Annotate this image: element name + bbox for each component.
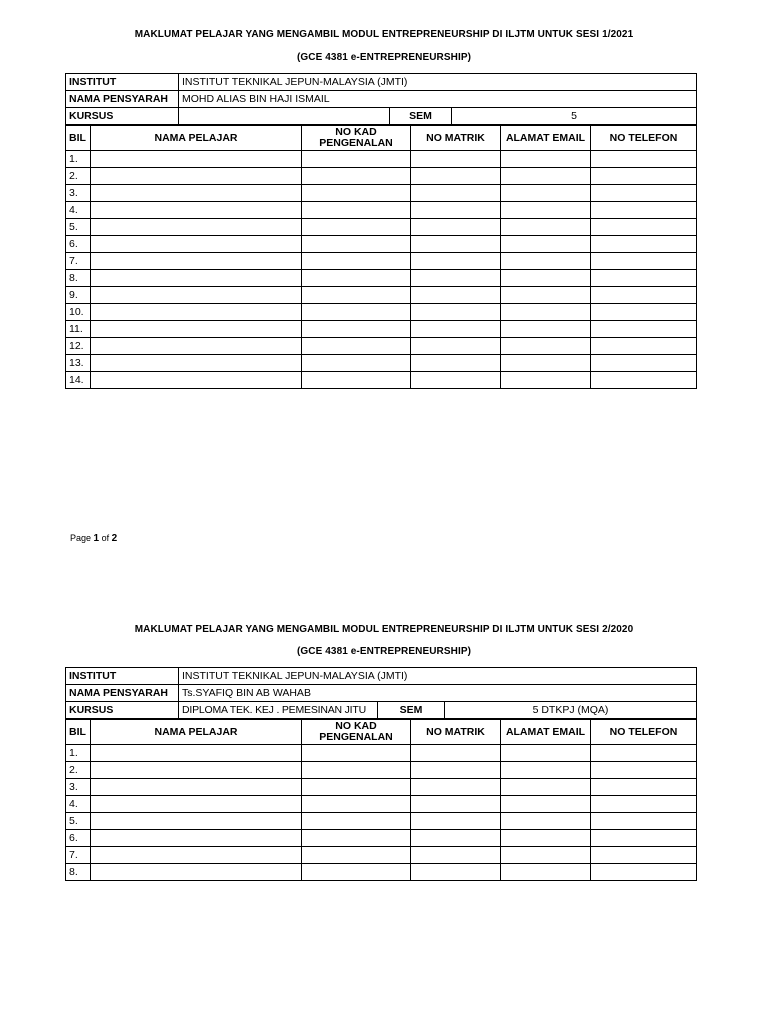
bil-cell: 3.	[66, 779, 91, 796]
no-matrik-cell	[411, 168, 501, 185]
table-row	[66, 219, 697, 236]
no-kad-cell	[302, 185, 411, 202]
no-kad-cell	[302, 355, 411, 372]
alamat-email-cell	[501, 185, 591, 202]
col-no-matrik: NO MATRIK	[411, 720, 501, 745]
no-matrik-cell	[411, 762, 501, 779]
bil-cell: 2.	[66, 168, 91, 185]
col-bil: BIL	[66, 126, 91, 151]
no-kad-cell	[302, 830, 411, 847]
col-bil: BIL	[66, 720, 91, 745]
alamat-email-cell	[501, 304, 591, 321]
no-kad-cell	[302, 219, 411, 236]
page1-title: MAKLUMAT PELAJAR YANG MENGAMBIL MODUL ENTREPRENEURSHIP DI ILJTM UNTUK SESI 1/2021	[134, 29, 634, 40]
nama-pelajar-cell	[91, 830, 302, 847]
bil-cell: 11.	[66, 321, 91, 338]
sem-value: 5 DTKPJ (MQA)	[445, 702, 697, 719]
nama-pelajar-cell	[91, 847, 302, 864]
no-telefon-cell	[591, 796, 697, 813]
alamat-email-cell	[501, 745, 591, 762]
no-matrik-cell	[411, 304, 501, 321]
no-telefon-cell	[591, 813, 697, 830]
table-header-row	[66, 720, 697, 745]
alamat-email-cell	[501, 219, 591, 236]
no-telefon-cell	[591, 762, 697, 779]
nama-pelajar-cell	[91, 304, 302, 321]
no-matrik-cell	[411, 796, 501, 813]
no-matrik-cell	[411, 830, 501, 847]
table-row	[66, 185, 697, 202]
alamat-email-cell	[501, 847, 591, 864]
page1-student-table	[65, 125, 697, 389]
bil-cell: 7.	[66, 847, 91, 864]
no-matrik-cell	[411, 745, 501, 762]
table-row	[66, 864, 697, 881]
no-telefon-cell	[591, 202, 697, 219]
no-telefon-cell	[591, 219, 697, 236]
no-telefon-cell	[591, 372, 697, 389]
no-matrik-cell	[411, 338, 501, 355]
nama-pelajar-cell	[91, 864, 302, 881]
kursus-value: DIPLOMA TEK. KEJ . PEMESINAN JITU	[179, 702, 378, 719]
no-kad-cell	[302, 813, 411, 830]
no-kad-cell	[302, 745, 411, 762]
no-kad-cell	[302, 762, 411, 779]
alamat-email-cell	[501, 168, 591, 185]
table-row	[66, 253, 697, 270]
no-kad-cell	[302, 287, 411, 304]
nama-pelajar-cell	[91, 813, 302, 830]
bil-cell: 9.	[66, 287, 91, 304]
pensyarah-label: NAMA PENSYARAH	[66, 91, 179, 108]
no-matrik-cell	[411, 372, 501, 389]
no-telefon-cell	[591, 338, 697, 355]
no-kad-cell	[302, 864, 411, 881]
institut-label: INSTITUT	[66, 668, 179, 685]
no-matrik-cell	[411, 236, 501, 253]
no-matrik-cell	[411, 321, 501, 338]
nama-pelajar-cell	[91, 338, 302, 355]
nama-pelajar-cell	[91, 745, 302, 762]
bil-cell: 4.	[66, 202, 91, 219]
no-telefon-cell	[591, 270, 697, 287]
bil-cell: 3.	[66, 185, 91, 202]
sem-label: SEM	[378, 702, 445, 719]
page2-info-table	[65, 667, 697, 719]
nama-pelajar-cell	[91, 796, 302, 813]
col-no-telefon: NO TELEFON	[591, 126, 697, 151]
no-kad-cell	[302, 202, 411, 219]
nama-pelajar-cell	[91, 151, 302, 168]
no-kad-cell	[302, 236, 411, 253]
bil-cell: 7.	[66, 253, 91, 270]
institut-label: INSTITUT	[66, 74, 179, 91]
no-kad-cell	[302, 847, 411, 864]
bil-cell: 8.	[66, 864, 91, 881]
bil-cell: 12.	[66, 338, 91, 355]
col-alamat-email: ALAMAT EMAIL	[501, 720, 591, 745]
kursus-value	[179, 108, 390, 125]
col-no-kad: NO KAD PENGENALAN	[302, 126, 411, 151]
page-footer-of: of	[101, 533, 110, 543]
alamat-email-cell	[501, 779, 591, 796]
bil-cell: 5.	[66, 813, 91, 830]
no-telefon-cell	[591, 355, 697, 372]
bil-cell: 2.	[66, 762, 91, 779]
page2-title: MAKLUMAT PELAJAR YANG MENGAMBIL MODUL ENTREPRENEURSHIP DI ILJTM UNTUK SESI 2/2020	[134, 624, 634, 635]
table-row	[66, 338, 697, 355]
page-footer-prefix: Page	[70, 533, 92, 543]
bil-cell: 14.	[66, 372, 91, 389]
no-telefon-cell	[591, 830, 697, 847]
no-telefon-cell	[591, 779, 697, 796]
no-telefon-cell	[591, 185, 697, 202]
alamat-email-cell	[501, 287, 591, 304]
col-nama-pelajar: NAMA PELAJAR	[91, 720, 302, 745]
institut-value: INSTITUT TEKNIKAL JEPUN-MALAYSIA (JMTI)	[179, 74, 697, 91]
bil-cell: 5.	[66, 219, 91, 236]
alamat-email-cell	[501, 355, 591, 372]
sem-label: SEM	[390, 108, 452, 125]
bil-cell: 13.	[66, 355, 91, 372]
nama-pelajar-cell	[91, 168, 302, 185]
nama-pelajar-cell	[91, 185, 302, 202]
alamat-email-cell	[501, 321, 591, 338]
bil-cell: 6.	[66, 830, 91, 847]
no-kad-cell	[302, 338, 411, 355]
no-kad-cell	[302, 796, 411, 813]
nama-pelajar-cell	[91, 219, 302, 236]
nama-pelajar-cell	[91, 372, 302, 389]
nama-pelajar-cell	[91, 253, 302, 270]
no-kad-cell	[302, 270, 411, 287]
bil-cell: 4.	[66, 796, 91, 813]
col-alamat-email: ALAMAT EMAIL	[501, 126, 591, 151]
pensyarah-label: NAMA PENSYARAH	[66, 685, 179, 702]
col-no-telefon: NO TELEFON	[591, 720, 697, 745]
alamat-email-cell	[501, 796, 591, 813]
alamat-email-cell	[501, 864, 591, 881]
table-row	[66, 762, 697, 779]
no-matrik-cell	[411, 202, 501, 219]
table-row	[66, 168, 697, 185]
table-row	[66, 372, 697, 389]
no-matrik-cell	[411, 151, 501, 168]
page1-info-table	[65, 73, 697, 125]
table-row	[66, 287, 697, 304]
page-footer	[70, 533, 117, 544]
sem-value: 5	[452, 108, 697, 125]
no-matrik-cell	[411, 270, 501, 287]
table-row	[66, 321, 697, 338]
table-row	[66, 830, 697, 847]
table-header-row	[66, 126, 697, 151]
no-telefon-cell	[591, 847, 697, 864]
no-telefon-cell	[591, 864, 697, 881]
no-kad-cell	[302, 321, 411, 338]
no-matrik-cell	[411, 864, 501, 881]
nama-pelajar-cell	[91, 236, 302, 253]
table-row	[66, 779, 697, 796]
bil-cell: 8.	[66, 270, 91, 287]
bil-cell: 10.	[66, 304, 91, 321]
col-no-matrik: NO MATRIK	[411, 126, 501, 151]
pensyarah-value: MOHD ALIAS BIN HAJI ISMAIL	[179, 91, 697, 108]
alamat-email-cell	[501, 813, 591, 830]
no-matrik-cell	[411, 287, 501, 304]
col-no-kad: NO KAD PENGENALAN	[302, 720, 411, 745]
table-row	[66, 847, 697, 864]
no-telefon-cell	[591, 236, 697, 253]
no-telefon-cell	[591, 287, 697, 304]
no-telefon-cell	[591, 745, 697, 762]
page2-student-table	[65, 719, 697, 881]
page-footer-total: 2	[111, 533, 118, 544]
table-row	[66, 236, 697, 253]
alamat-email-cell	[501, 253, 591, 270]
kursus-label: KURSUS	[66, 108, 179, 125]
no-kad-cell	[302, 779, 411, 796]
no-matrik-cell	[411, 847, 501, 864]
table-row	[66, 745, 697, 762]
col-nama-pelajar: NAMA PELAJAR	[91, 126, 302, 151]
alamat-email-cell	[501, 151, 591, 168]
bil-cell: 6.	[66, 236, 91, 253]
alamat-email-cell	[501, 202, 591, 219]
kursus-label: KURSUS	[66, 702, 179, 719]
nama-pelajar-cell	[91, 762, 302, 779]
nama-pelajar-cell	[91, 202, 302, 219]
table-row	[66, 304, 697, 321]
no-telefon-cell	[591, 304, 697, 321]
nama-pelajar-cell	[91, 270, 302, 287]
table-row	[66, 151, 697, 168]
table-row	[66, 355, 697, 372]
table-row	[66, 270, 697, 287]
table-row	[66, 796, 697, 813]
bil-cell: 1.	[66, 745, 91, 762]
no-matrik-cell	[411, 779, 501, 796]
no-matrik-cell	[411, 355, 501, 372]
no-matrik-cell	[411, 253, 501, 270]
no-telefon-cell	[591, 253, 697, 270]
no-kad-cell	[302, 372, 411, 389]
no-matrik-cell	[411, 185, 501, 202]
table-row	[66, 813, 697, 830]
no-kad-cell	[302, 151, 411, 168]
institut-value: INSTITUT TEKNIKAL JEPUN-MALAYSIA (JMTI)	[179, 668, 697, 685]
pensyarah-value: Ts.SYAFIQ BIN AB WAHAB	[179, 685, 697, 702]
alamat-email-cell	[501, 762, 591, 779]
page2-subtitle: (GCE 4381 e-ENTREPRENEURSHIP)	[296, 646, 472, 657]
nama-pelajar-cell	[91, 779, 302, 796]
alamat-email-cell	[501, 338, 591, 355]
alamat-email-cell	[501, 270, 591, 287]
alamat-email-cell	[501, 236, 591, 253]
no-telefon-cell	[591, 151, 697, 168]
alamat-email-cell	[501, 830, 591, 847]
no-kad-cell	[302, 168, 411, 185]
page-footer-current: 1	[93, 533, 100, 544]
bil-cell: 1.	[66, 151, 91, 168]
no-kad-cell	[302, 253, 411, 270]
nama-pelajar-cell	[91, 355, 302, 372]
table-row	[66, 202, 697, 219]
no-telefon-cell	[591, 321, 697, 338]
no-matrik-cell	[411, 813, 501, 830]
no-telefon-cell	[591, 168, 697, 185]
nama-pelajar-cell	[91, 321, 302, 338]
page1-subtitle: (GCE 4381 e-ENTREPRENEURSHIP)	[296, 52, 472, 63]
no-kad-cell	[302, 304, 411, 321]
no-matrik-cell	[411, 219, 501, 236]
alamat-email-cell	[501, 372, 591, 389]
nama-pelajar-cell	[91, 287, 302, 304]
